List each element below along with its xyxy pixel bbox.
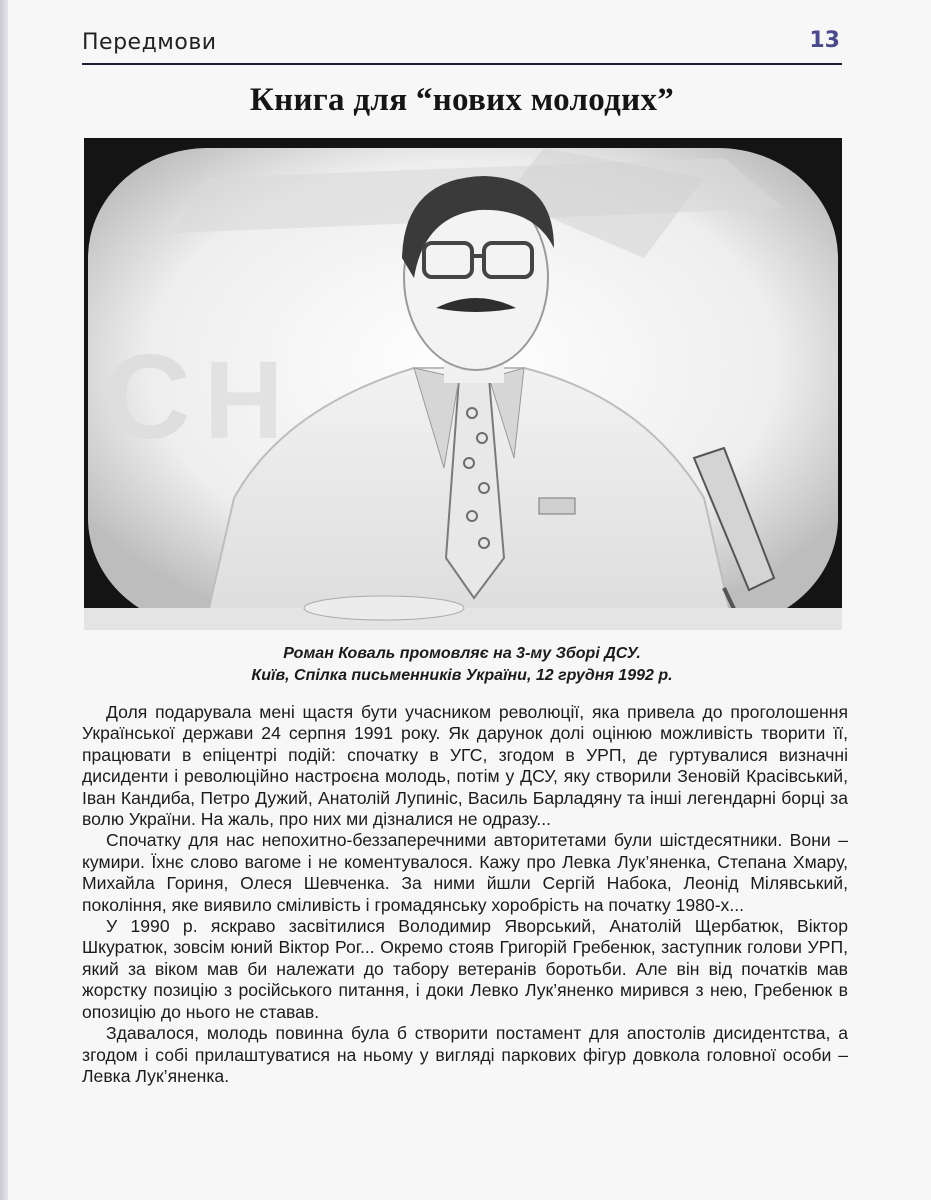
- photo-portrait-speaker-icon: [84, 138, 842, 630]
- caption-line-1: Роман Коваль промовляє на 3-му Зборі ДСУ.: [283, 645, 641, 662]
- running-header: [82, 30, 842, 62]
- caption-line-2: Київ, Спілка письменників України, 12 грудня 1992 р.: [251, 667, 673, 684]
- svg-text:C: C: [104, 330, 191, 464]
- page-number: 13: [809, 28, 840, 53]
- body-text: [82, 702, 848, 1087]
- paragraph: Спочатку для нас непохитно-беззаперечними авторитетами були шістдесятники. Вони – кумири. Їхнє слово вагоме і не коментувалося. Кажу про Левка Лук’яненка, Степана Хмару, Михайла Гориня, Олеся Шевченка. За ними йшли Сергій Набока, Леонід Мілявський, покоління, яке виявило сміливість і громадянську хоробрість на початку 1980-х...: [82, 830, 848, 915]
- paragraph: Здавалося, молодь повинна була б створити постамент для апостолів дисидентства, а згодом і собі прилаштуватися на ньому у вигляді паркових фігур довкола головної особи – Левка Лук’яненка.: [82, 1023, 848, 1086]
- paragraph: Доля подарувала мені щастя бути учасником революції, яка привела до проголошення Української держави 24 серпня 1991 року. Як дарунок долі оцінюю можливість творити її, працювати в епіцентрі подій: спочатку в УГС, згодом в УРП, де гуртувалися визначні дисиденти і революційно настроєна молодь, потім у ДСУ, яку створили Зеновій Красівський, Іван Кандиба, Петро Дужий, Анатолій Лупиніс, Василь Барладяну та інші легендарні борці за волю України. На жаль, про них ми дізналися не одразу...: [82, 702, 848, 830]
- section-title: Передмови: [82, 30, 217, 55]
- paragraph: У 1990 р. яскраво засвітилися Володимир Яворський, Анатолій Щербатюк, Віктор Шкуратюк, зовсім юний Віктор Рог... Окремо стояв Григорій Гребенюк, заступник голови УРП, який за віком мав би належати до табору ветеранів боротьби. Але він від початків мав жорстку позицію з російського питання, і доки Левко Лук’яненко мирився з нею, Гребенюк в опозицію до нього не ставав.: [82, 916, 848, 1022]
- page-left-edge: [0, 0, 8, 1200]
- svg-text:Н: Н: [204, 339, 284, 462]
- header-rule: [82, 63, 842, 65]
- photo-speaker: [84, 138, 842, 630]
- photo-caption: [82, 643, 842, 687]
- chapter-title: Книга для “нових молодих”: [249, 82, 675, 118]
